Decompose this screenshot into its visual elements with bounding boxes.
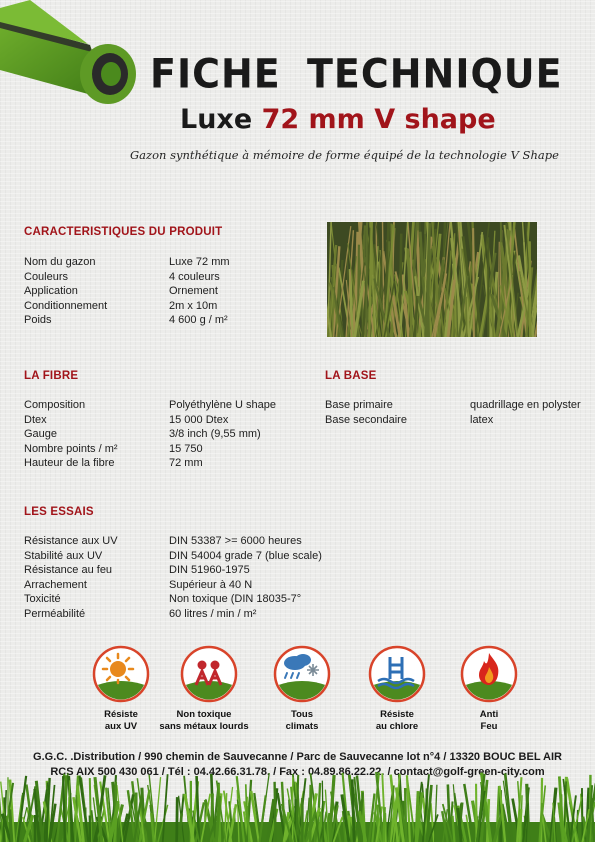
footer-contact: RCS AIX 500 430 061 / Tél : 04.42.66.31.78. / Fax : 04.89.86.22.22. / contact@golf-green-city.com (50, 766, 545, 778)
spec-value: 60 litres / min / m² (169, 607, 257, 620)
spec-label: Nom du gazon (24, 256, 96, 268)
spec-label: Dtex (24, 413, 47, 426)
icon-caption-uv: Résiste aux UV (104, 709, 138, 732)
spec-value: Luxe 72 mm (169, 256, 230, 268)
spec-label: Conditionnement (24, 299, 108, 312)
spec-label: Base primaire (325, 399, 393, 411)
fire-icon (460, 645, 518, 703)
spec-row (24, 255, 230, 270)
spec-label: Toxicité (24, 593, 61, 606)
page-title: FICHE TECHNIQUE (150, 50, 563, 98)
spec-row (24, 549, 322, 564)
spec-row (325, 413, 581, 428)
spec-row (24, 592, 322, 607)
spec-value: DIN 51960-1975 (169, 564, 250, 577)
fibre-list (24, 398, 276, 471)
section-title-essais: LES ESSAIS (24, 506, 94, 518)
spec-row (325, 398, 581, 413)
spec-row (24, 578, 322, 593)
icon-caption-feu: Anti Feu (479, 709, 499, 732)
spec-value: Ornement (169, 285, 218, 298)
spec-value: 4 couleurs (169, 270, 220, 283)
grass-closeup-photo (327, 222, 537, 337)
grass-roll-image (0, 0, 140, 110)
icon-caption-non-toxique: Non toxique sans métaux lourds (159, 709, 249, 732)
spec-value: latex (470, 413, 494, 426)
grass-border-image (0, 770, 595, 842)
pool-icon (368, 645, 426, 703)
icon-caption-climats: Tous climats (285, 709, 319, 732)
spec-value: 2m x 10m (169, 299, 218, 312)
spec-label: Gauge (24, 428, 58, 441)
spec-value: 4 600 g / m² (169, 314, 228, 327)
spec-value: Polyéthylène U shape (169, 399, 277, 411)
spec-label: Résistance aux UV (24, 535, 118, 547)
spec-label: Nombre points / m² (24, 442, 118, 455)
spec-label: Poids (24, 314, 52, 327)
sun-icon (92, 645, 150, 703)
essais-list (24, 534, 322, 622)
spec-label: Perméabilité (24, 607, 86, 620)
caracteristiques-list (24, 255, 230, 328)
spec-row (24, 534, 322, 549)
spec-value: DIN 54004 grade 7 (blue scale) (169, 549, 322, 562)
product-size: 72 mm V shape (261, 104, 496, 135)
spec-label: Stabilité aux UV (24, 549, 103, 562)
spec-label: Base secondaire (325, 413, 407, 426)
icon-caption-chlore: Résiste au chlore (375, 709, 419, 732)
spec-row (24, 563, 322, 578)
spec-value: 15 750 (169, 442, 203, 455)
product-subtitle: Luxe 72 mm V shape (180, 104, 496, 135)
spec-row (24, 442, 276, 457)
spec-row (24, 313, 230, 328)
spec-value: Supérieur à 40 N (169, 578, 253, 591)
weather-icon (273, 645, 331, 703)
spec-value: 72 mm (169, 457, 203, 470)
footer-address: G.G.C. .Distribution / 990 chemin de Sauvecanne / Parc de Sauvecanne lot n°4 / 13320 BOUC BEL AIR (33, 751, 562, 763)
spec-label: Couleurs (24, 270, 69, 283)
section-title-caracteristiques: CARACTERISTIQUES DU PRODUIT (24, 226, 223, 238)
spec-label: Application (24, 285, 78, 298)
spec-value: DIN 53387 >= 6000 heures (169, 535, 302, 547)
spec-row (24, 427, 276, 442)
spec-row (24, 270, 230, 285)
base-list (325, 398, 581, 427)
spec-value: 3/8 inch (9,55 mm) (169, 428, 261, 441)
product-tagline: Gazon synthétique à mémoire de forme équipé de la technologie V Shape (130, 148, 559, 162)
spec-label: Résistance au feu (24, 564, 113, 577)
section-title-base: LA BASE (325, 370, 377, 382)
spec-row (24, 299, 230, 314)
section-title-fibre: LA FIBRE (24, 370, 79, 382)
children-icon (180, 645, 238, 703)
spec-value: quadrillage en polyster (470, 399, 581, 411)
spec-row (24, 456, 276, 471)
spec-label: Hauteur de la fibre (24, 457, 115, 470)
spec-row (24, 607, 322, 622)
spec-row (24, 413, 276, 428)
spec-row (24, 284, 230, 299)
spec-value: 15 000 Dtex (169, 413, 229, 426)
spec-label: Arrachement (24, 578, 87, 591)
spec-value: Non toxique (DIN 18035-7° (169, 593, 302, 606)
spec-row (24, 398, 276, 413)
spec-label: Composition (24, 399, 86, 411)
